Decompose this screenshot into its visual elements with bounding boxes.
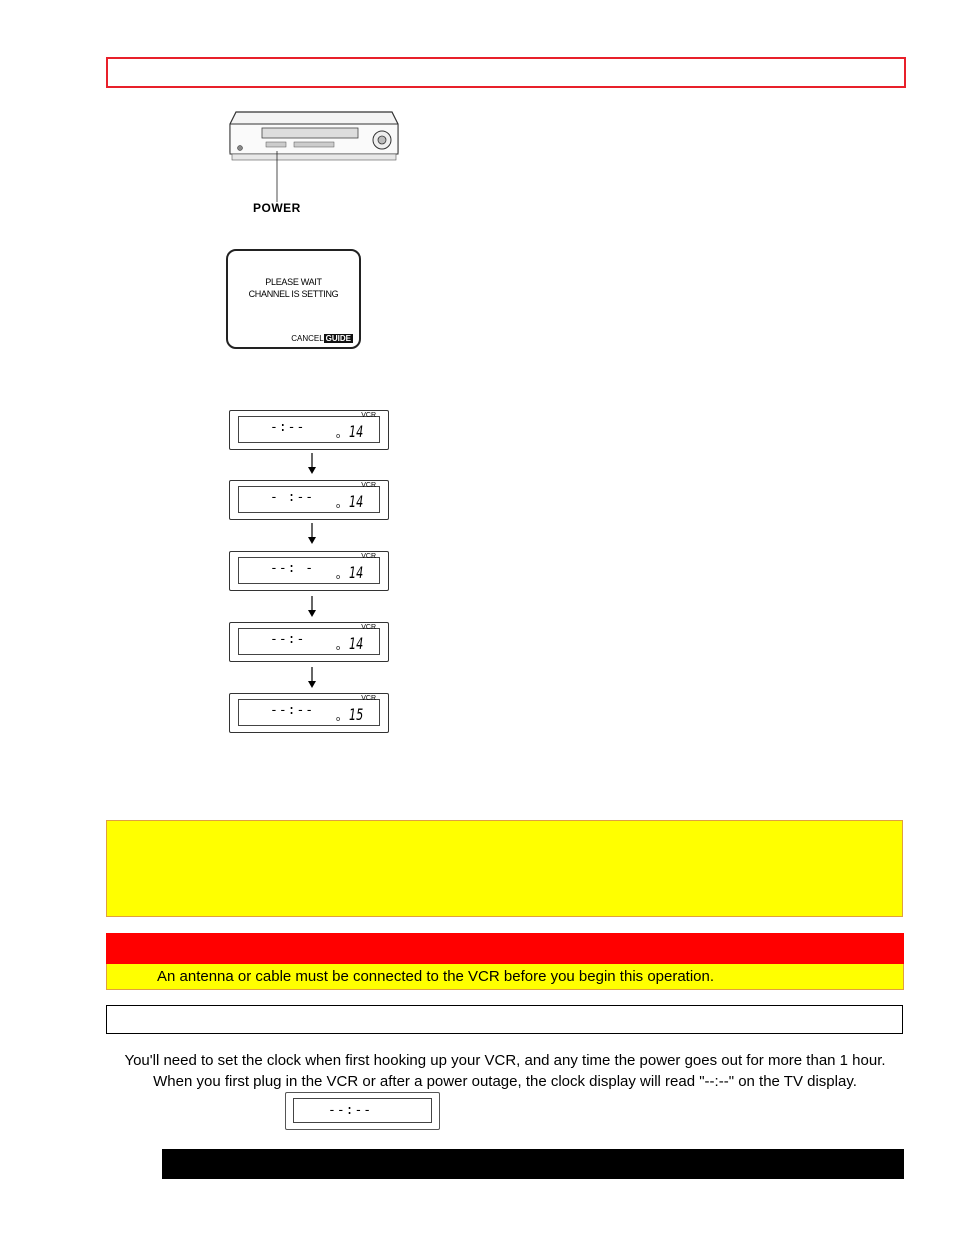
lcd-display-3: VCR --: - o 14 [229,551,389,591]
tv-screen-line-2: CHANNEL IS SETTING [248,289,339,299]
lcd-display-4: VCR --:- o 14 [229,622,389,662]
clock-display-text: --:-- [328,1103,373,1118]
tv-cancel-guide [291,334,353,343]
lcd-vcr-label: VCR [361,553,376,560]
lcd-channel: 14 [348,492,363,511]
down-arrow-icon [307,667,317,689]
lcd-vcr-label: VCR [361,695,376,702]
note-header-bar [106,933,904,964]
down-arrow-icon [307,523,317,545]
yellow-note-box [106,820,903,917]
lcd-time: - :-- [270,490,315,505]
tv-screen-illustration [226,249,361,349]
clock-display-illustration [285,1092,440,1130]
section-title-box [106,1005,903,1034]
vcr-illustration [226,104,402,216]
lcd-channel: 14 [348,422,363,441]
lcd-vcr-label: VCR [361,624,376,631]
lcd-channel: 15 [348,705,363,724]
tv-screen-line-1: PLEASE WAIT [265,277,322,287]
footer-black-bar [162,1149,904,1179]
tv-cancel-label: CANCEL [291,334,324,343]
lcd-display-5: VCR --:-- o 15 [229,693,389,733]
tv-guide-label: GUIDE [325,334,351,343]
lcd-channel: 14 [348,563,363,582]
lcd-time: --: - [270,561,315,576]
clock-setup-paragraph: You'll need to set the clock when first hooking up your VCR, and any time the power goes out for more than 1 hour. When you first plug in the VCR or after a power outage, the clock display will read "--:--" on the TV display. [124,1052,886,1090]
lcd-display-1: VCR -:-- o 14 [229,410,389,450]
lcd-vcr-label: VCR [361,482,376,489]
lcd-time: --:-- [270,703,315,718]
lcd-vcr-label: VCR [361,412,376,419]
antenna-note-text: An antenna or cable must be connected to the VCR before you begin this operation. [157,968,715,985]
section-header-box [106,57,906,88]
lcd-time: --:- [270,632,306,647]
lcd-display-2: VCR - :-- o 14 [229,480,389,520]
down-arrow-icon [307,596,317,618]
lcd-channel: 14 [348,634,363,653]
down-arrow-icon [307,453,317,475]
antenna-note [106,964,904,990]
power-label: POWER [253,201,301,215]
lcd-time: -:-- [270,420,306,435]
